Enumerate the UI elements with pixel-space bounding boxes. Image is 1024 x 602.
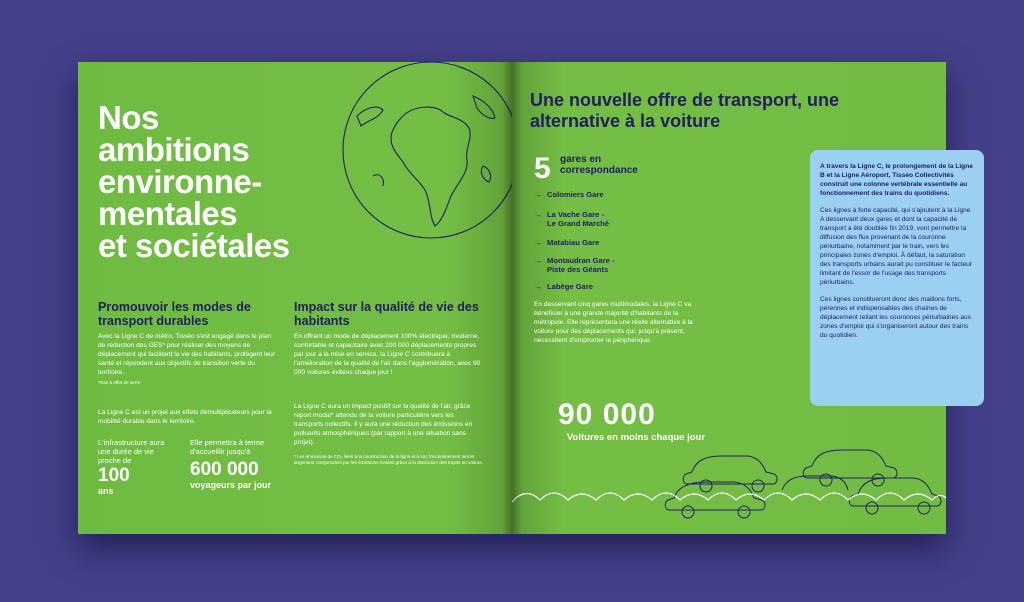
section-heading-quality: Impact sur la qualité de vie des habitants	[294, 300, 479, 328]
globe-illustration	[343, 56, 523, 256]
stat-value-lifetime: 100	[98, 465, 130, 486]
paragraph: La Ligne C aura un impact positif sur la qualité de l'air, grâce report modal* attendu de la voiture particulière vers les transports collectifs. Il y aura une réduction des émissions en polluants atmosphériques (par rapport à une situation sans projet).	[294, 403, 473, 446]
gares-label: gares en correspondance	[560, 154, 638, 176]
title-line: ambitions	[98, 131, 250, 168]
cloud-border-illustration	[512, 482, 946, 534]
page-title	[98, 99, 358, 264]
paragraph: En offrant un mode de déplacement 100% électrique, moderne, confortable et capacitaire avec 200 000 déplacements propres par jour à la mise en service, la Ligne C contribuera à l'amélioration de la qualité de l'air dans l'agglomération, avec 90 000 voitures évitées chaque jour !	[294, 333, 481, 376]
section-heading-transport: Promouvoir les modes de transport durables	[98, 300, 251, 328]
brochure-spread	[78, 62, 973, 534]
station-name: Le Grand Marché	[547, 219, 610, 228]
info-box-paragraph: Ces lignes constitueront donc des maillons forts, pérennes et indispensables des chaînes de déplacement reliant les couronnes périurbaines aux zones d'emploi qui s'organiseront autour des trains du quotidien.	[820, 296, 972, 339]
title-line: et sociétales	[98, 227, 290, 264]
info-box-paragraph: Ces lignes à forte capacité, qui s'ajoutent à la Ligne A desservant deux gares et dont la capacité de transport a été doublée fin 2019, vont permettre la diffusion des flux provenant de la couronne périurbaine, notamment par le train, vers les principales zones d'emploi. À défaut, la saturation des transports urbains aurait pu constituer le facteur limitant de l'essor de l'usage des transports périurbains.	[820, 207, 973, 286]
right-page	[512, 62, 973, 534]
cars-avoided-number: 90 000	[558, 398, 656, 431]
paragraph: En desservant cinq gares multimodales, la Ligne C va bénéficier à une grande majorité d'habitants de la métropole. Elle représentera une réelle alternative à la voiture pour des déplacements qui, jusqu'à présent, nécessitent d'emprunter le périphérique.	[534, 301, 693, 344]
station-name: La Vache Gare -	[547, 210, 604, 219]
left-page	[78, 62, 512, 534]
stat-value-capacity: 600 000	[190, 459, 259, 480]
title-line: environne-	[98, 163, 262, 200]
title-line: Nos	[98, 99, 159, 136]
stat-label-capacity: Elle permettra à terme d'accueillir jusqu'à	[190, 438, 265, 456]
arrow-icon: →	[534, 256, 542, 265]
info-box	[810, 150, 984, 406]
footnote: * Les émissions de CO₂ liées à la construction de la ligne et à son fonctionnement seront largement compensées par les émissions évitées grâce à la diminution des trajets en voiture.	[294, 454, 484, 465]
info-box-lead: A travers la Ligne C, le prolongement de la Ligne B et la Ligne Aéroport, Tisséo Collectivités construit une colonne vertébrale essentielle au fonctionnement des trains du quotidiens.	[820, 163, 973, 197]
stat-label-lifetime: L'infrastructure aura une durée de vie proche de	[98, 438, 165, 465]
cars-avoided-label: Voitures en moins chaque jour	[566, 432, 706, 443]
arrow-icon: →	[534, 238, 542, 247]
arrow-icon: →	[534, 282, 542, 291]
arrow-icon: →	[534, 210, 542, 219]
right-page-title: Une nouvelle offre de transport, une alternative à la voiture	[530, 90, 840, 131]
arrow-icon: →	[534, 190, 542, 199]
station-name: Labège Gare	[547, 282, 594, 291]
title-line: mentales	[98, 195, 238, 232]
stat-unit-capacity: voyageurs par jour	[190, 480, 272, 490]
gares-count: 5	[534, 152, 551, 185]
station-name: Colomiers Gare	[547, 190, 604, 199]
station-name: Piste des Géants	[547, 265, 609, 274]
paragraph: Avec la Ligne C de métro, Tisséo s'est engagé dans le plan de réduction des GES* pour réaliser des moyens de déplacement qui facilitent la vie des habitants, protègent leur santé et répondent aux objectifs de transition verte du territoire.	[98, 333, 276, 376]
station-name: Matabiau Gare	[547, 238, 600, 247]
paragraph: La Ligne C est un projet aux effets démultiplicateurs pour la mobilité durable dans le territoire.	[98, 409, 272, 425]
footnote: *Gaz à effet de serre	[98, 380, 141, 385]
station-name: Montaudran Gare -	[547, 256, 615, 265]
stat-unit-lifetime: ans	[98, 486, 114, 496]
